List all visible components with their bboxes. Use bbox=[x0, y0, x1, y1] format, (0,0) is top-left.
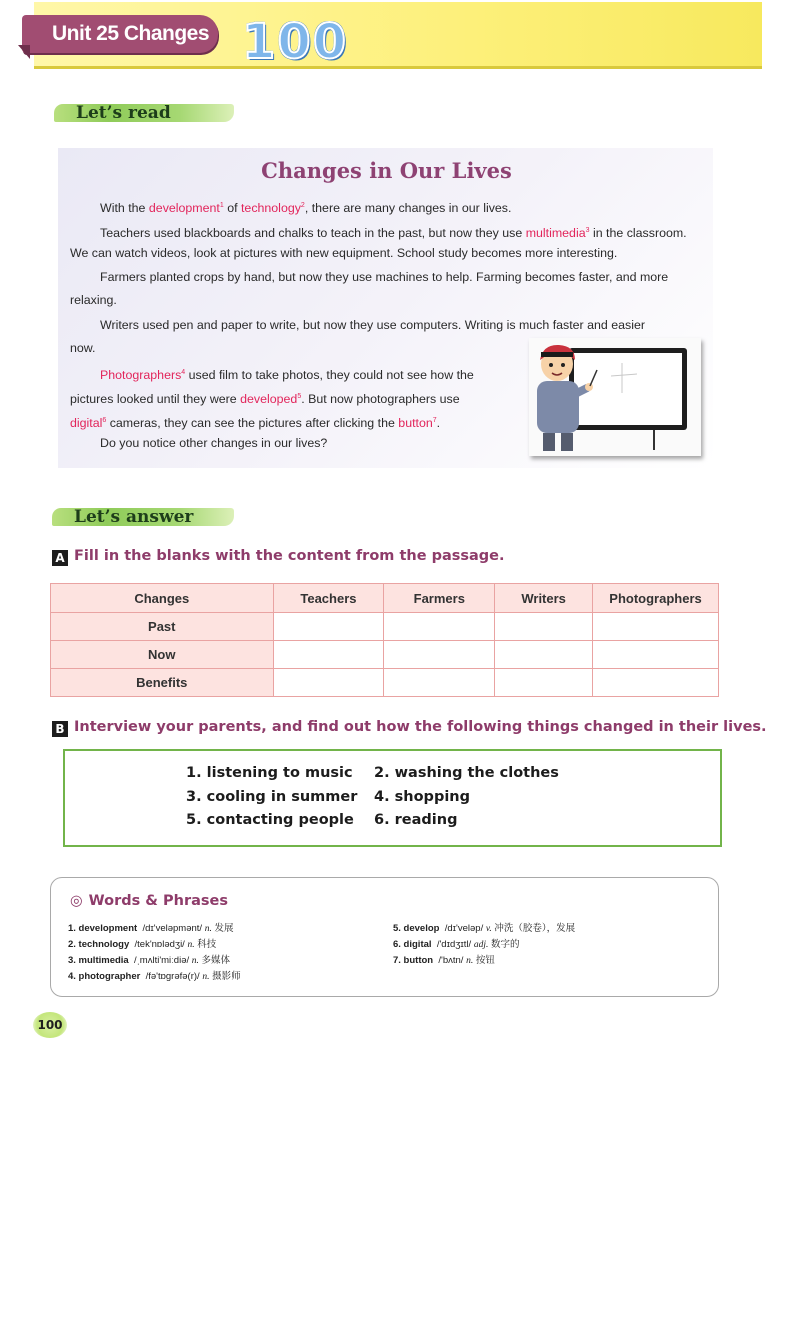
unit-title: Unit 25 Changes bbox=[22, 15, 218, 53]
answer-cell[interactable] bbox=[495, 641, 593, 669]
paragraph-1: With the development$^1$ of technology$^2$, there are many changes in our lives. bbox=[100, 201, 512, 216]
page-number: 100 bbox=[33, 1012, 67, 1038]
answer-cell[interactable] bbox=[384, 669, 495, 697]
part-b-badge: B bbox=[52, 721, 68, 737]
paragraph-3-line-2: relaxing. bbox=[70, 293, 117, 307]
word-entry: 2. technology /tek'nɒlədʒi/ n. 科技 bbox=[68, 939, 217, 950]
answer-cell[interactable] bbox=[273, 669, 384, 697]
answer-cell[interactable] bbox=[593, 669, 719, 697]
topic-item: 4. shopping bbox=[374, 789, 470, 805]
answer-cell[interactable] bbox=[495, 613, 593, 641]
paragraph-6: Do you notice other changes in our lives? bbox=[100, 436, 328, 450]
paragraph-2-line-2: We can watch videos, look at pictures with new equipment. School study becomes more interesting. bbox=[70, 246, 618, 260]
lets-answer-label: Let’s answer bbox=[52, 506, 234, 528]
word-entry: 1. development /dɪ'veləpmənt/ n. 发展 bbox=[68, 923, 234, 934]
part-a-heading: A Fill in the blanks with the content from the passage. bbox=[52, 548, 505, 566]
word-entry: 7. button /'bʌtn/ n. 按钮 bbox=[393, 955, 495, 966]
table-row bbox=[51, 613, 719, 641]
paragraph-2-line-1: Teachers used blackboards and chalks to teach in the past, but now they use multimedia$^3$ in the classroom. bbox=[100, 226, 687, 241]
reading-title: Changes in Our Lives bbox=[261, 158, 512, 183]
table-header-row bbox=[51, 584, 719, 613]
topic-item: 6. reading bbox=[374, 812, 458, 828]
words-phrases-title: ◎ Words & Phrases bbox=[70, 893, 228, 909]
answer-cell[interactable] bbox=[384, 641, 495, 669]
column-header: Farmers bbox=[384, 584, 495, 613]
paragraph-5-line-2: pictures looked until they were developed$^5$. But now photographers use bbox=[70, 392, 460, 407]
word-entry: 3. multimedia /ˌmʌlti'miːdiə/ n. 多媒体 bbox=[68, 955, 231, 966]
topic-item: 2. washing the clothes bbox=[374, 765, 559, 781]
fill-in-table bbox=[50, 583, 719, 697]
answer-cell[interactable] bbox=[593, 641, 719, 669]
column-header: Teachers bbox=[273, 584, 384, 613]
paragraph-5-line-3: digital$^6$ cameras, they can see the pictures after clicking the button$^7$. bbox=[70, 416, 441, 431]
topic-item: 5. contacting people bbox=[186, 812, 354, 828]
part-a-badge: A bbox=[52, 550, 68, 566]
unit-number: 100 bbox=[242, 14, 349, 70]
row-label: Benefits bbox=[51, 669, 274, 697]
word-entry: 4. photographer /fə'tɒgrəfə(r)/ n. 摄影师 bbox=[68, 971, 241, 982]
answer-cell[interactable] bbox=[273, 613, 384, 641]
answer-cell[interactable] bbox=[384, 613, 495, 641]
column-header: Changes bbox=[51, 584, 274, 613]
part-b-heading: B Interview your parents, and find out how the following things changed in their lives. bbox=[52, 719, 767, 737]
paragraph-5-line-1: Photographers$^4$ used film to take photos, they could not see how the bbox=[100, 368, 474, 383]
topic-item: 1. listening to music bbox=[186, 765, 353, 781]
answer-cell[interactable] bbox=[273, 641, 384, 669]
paragraph-3-line-1: Farmers planted crops by hand, but now they use machines to help. Farming becomes faster, and more bbox=[100, 270, 669, 284]
lets-read-label: Let’s read bbox=[54, 102, 234, 124]
table-row bbox=[51, 641, 719, 669]
teacher-screen-icon bbox=[529, 338, 701, 456]
word-entry: 6. digital /'dɪdʒɪtl/ adj. 数字的 bbox=[393, 939, 520, 950]
answer-cell[interactable] bbox=[495, 669, 593, 697]
word-entry: 5. develop /dɪ'veləp/ v. 冲洗（胶卷），发展 bbox=[393, 923, 576, 934]
column-header: Photographers bbox=[593, 584, 719, 613]
answer-cell[interactable] bbox=[593, 613, 719, 641]
row-label: Past bbox=[51, 613, 274, 641]
teacher-illustration bbox=[529, 338, 701, 456]
circle-icon: ◎ bbox=[70, 893, 83, 909]
paragraph-4-line-1: Writers used pen and paper to write, but now they use computers. Writing is much faster and easier bbox=[100, 318, 645, 332]
paragraph-4-line-2: now. bbox=[70, 341, 96, 355]
column-header: Writers bbox=[495, 584, 593, 613]
topic-item: 3. cooling in summer bbox=[186, 789, 358, 805]
table-row bbox=[51, 669, 719, 697]
row-label: Now bbox=[51, 641, 274, 669]
